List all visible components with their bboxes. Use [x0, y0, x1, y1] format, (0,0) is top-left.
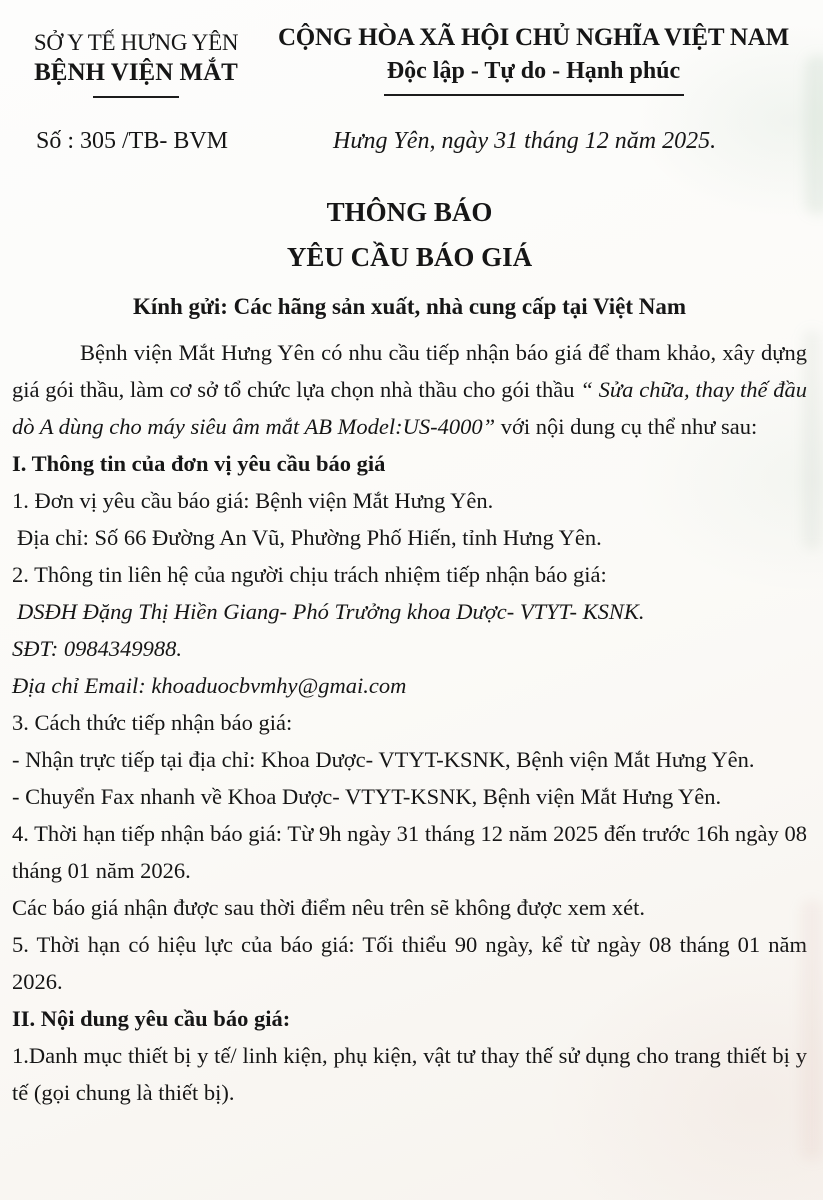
notice-title: THÔNG BÁO	[326, 197, 493, 227]
org-divider	[93, 96, 179, 98]
deadline-line: 4. Thời hạn tiếp nhận báo giá: Từ 9h ngày 31 tháng 12 năm 2025 đến trước 16h ngày 08 tháng 01 năm 2026.	[12, 821, 807, 883]
address-line: Địa chỉ: Số 66 Đường An Vũ, Phường Phố Hiến, tỉnh Hưng Yên.	[17, 525, 602, 550]
doc-number: Số : 305 /TB- BVM	[36, 128, 229, 154]
requesting-unit-line: 1. Đơn vị yêu cầu báo giá: Bệnh viện Mắt Hưng Yên.	[12, 488, 494, 513]
equipment-list-line: 1.Danh mục thiết bị y tế/ linh kiện, phụ kiện, vật tư thay thế sử dụng cho trang thiết bị y tế (gọi chung là thiết bị).	[12, 1043, 807, 1105]
intro-tail: với nội dung cụ thể như sau:	[500, 414, 758, 439]
receiving-method-direct: - Nhận trực tiếp tại địa chỉ: Khoa Dược- VTYT-KSNK, Bệnh viện Mắt Hưng Yên.	[12, 747, 755, 772]
section-2-heading: II. Nội dung yêu cầu báo giá:	[12, 1006, 291, 1031]
validity-line: 5. Thời hạn có hiệu lực của báo giá: Tối thiểu 90 ngày, kể từ ngày 08 tháng 01 năm 2026.	[12, 932, 807, 994]
motto-divider	[384, 94, 684, 96]
issuing-org-block	[12, 24, 260, 98]
agency-name: SỞ Y TẾ HƯNG YÊN	[33, 30, 239, 55]
title-block	[12, 197, 807, 273]
document-body	[12, 334, 807, 1111]
document-header	[12, 24, 807, 98]
salutation: Kính gửi: Các hãng sản xuất, nhà cung cấp tại Việt Nam	[132, 294, 687, 319]
contact-heading-line: 2. Thông tin liên hệ của người chịu trách nhiệm tiếp nhận báo giá:	[12, 562, 607, 587]
bid-package-name: “ Sửa chữa, thay thế đầu dò A dùng cho máy siêu âm mắt AB Model:US-4000”	[12, 377, 807, 439]
republic-title: CỘNG HÒA XÃ HỘI CHỦ NGHĨA VIỆT NAM	[277, 24, 790, 51]
late-quote-note: Các báo giá nhận được sau thời điểm nêu trên sẽ không được xem xét.	[12, 895, 646, 920]
phone-line: SĐT: 0984349988.	[12, 636, 183, 661]
hospital-name: BỆNH VIỆN MẮT	[34, 59, 238, 86]
scan-artifact	[805, 55, 823, 215]
receiving-method-fax: - Chuyển Fax nhanh về Khoa Dược- VTYT-KSNK, Bệnh viện Mắt Hưng Yên.	[12, 784, 722, 809]
notice-subtitle: YÊU CẦU BÁO GIÁ	[286, 242, 533, 272]
meta-row	[12, 128, 807, 155]
receiving-method-heading: 3. Cách thức tiếp nhận báo giá:	[12, 710, 293, 735]
section-1-heading: I. Thông tin của đơn vị yêu cầu báo giá	[12, 451, 386, 476]
place-and-date: Hưng Yên, ngày 31 tháng 12 năm 2025.	[333, 128, 717, 154]
national-motto: Độc lập - Tự do - Hạnh phúc	[386, 58, 681, 84]
email-line: Địa chỉ Email: khoaduocbvmhy@gmai.com	[12, 673, 407, 698]
contact-person-line: DSĐH Đặng Thị Hiền Giang- Phó Trưởng khoa Dược- VTYT- KSNK.	[17, 599, 645, 624]
national-header-block	[260, 24, 807, 96]
intro-lead: Bệnh viện Mắt Hưng Yên có nhu cầu tiếp nhận báo giá để tham khảo, xây dựng giá gói thầu, làm cơ sở tổ chức lựa chọn nhà thầu cho gói thầu	[12, 340, 807, 402]
intro-paragraph	[12, 334, 807, 445]
